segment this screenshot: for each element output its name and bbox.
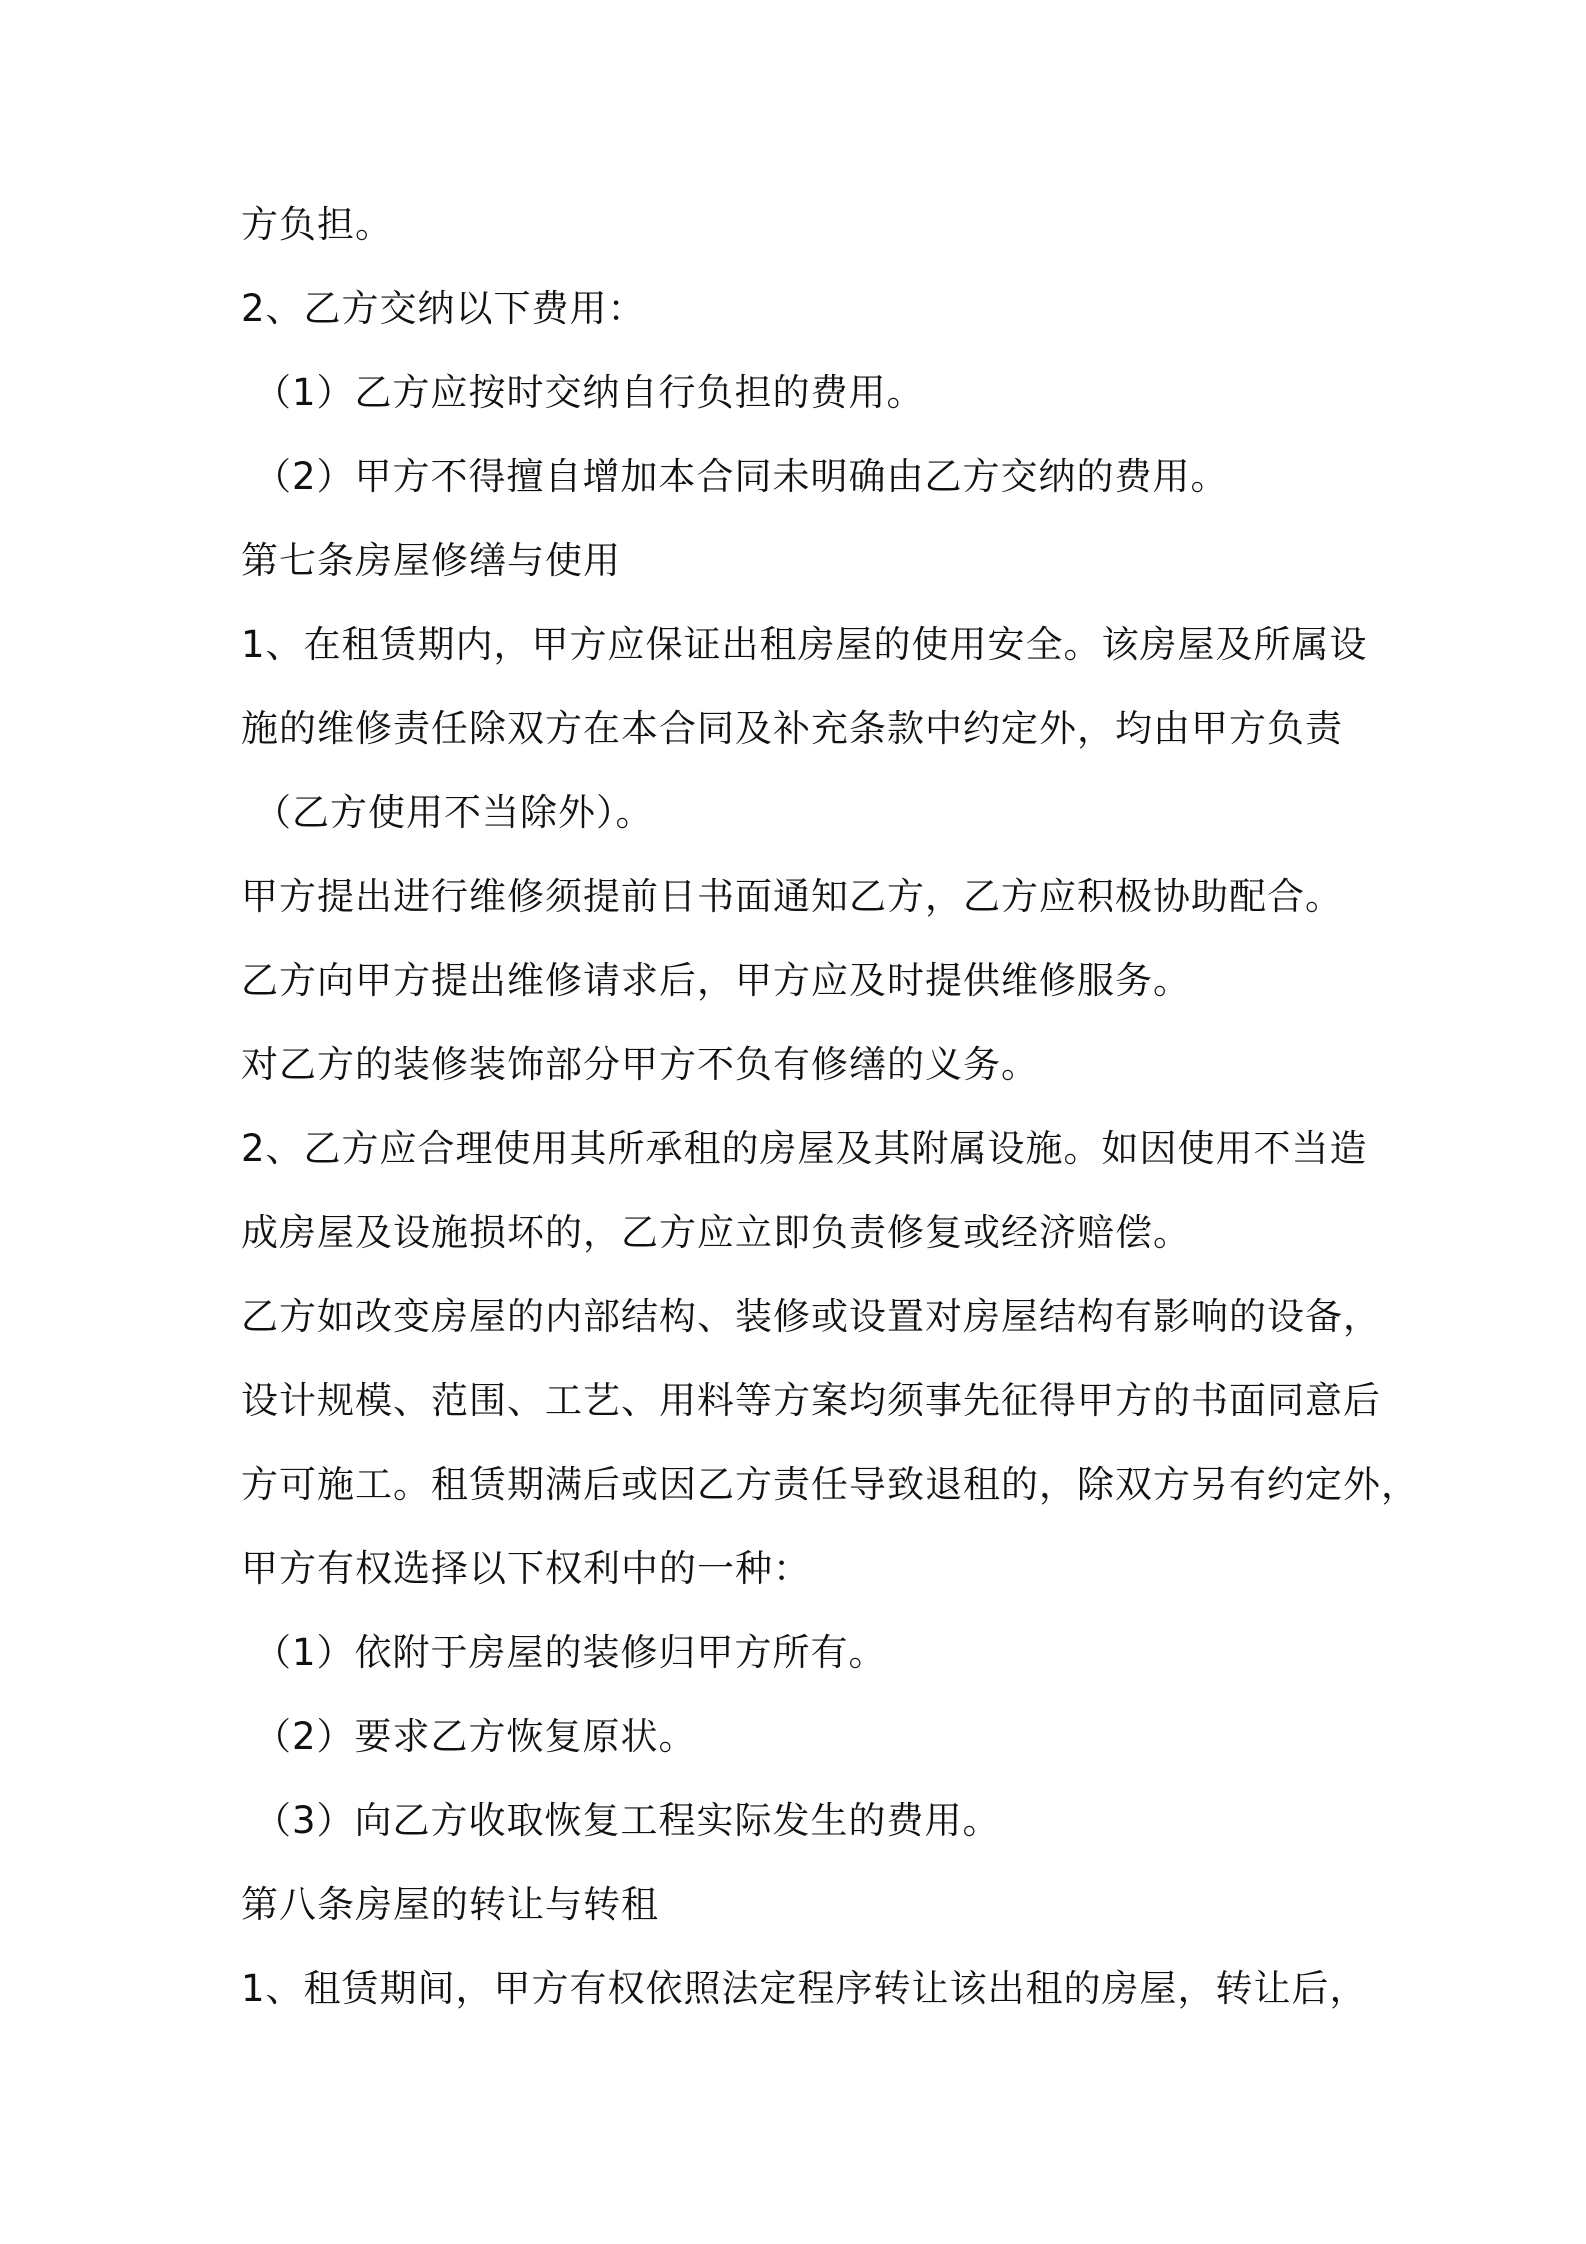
text-line: 1、租赁期间，甲方有权依照法定程序转让该出租的房屋，转让后， bbox=[241, 1967, 1368, 2010]
section-heading: 第八条房屋的转让与转租 bbox=[241, 1883, 659, 1926]
text-line: 对乙方的装修装饰部分甲方不负有修缮的义务。 bbox=[241, 1043, 1039, 1086]
text-line: 方负担。 bbox=[241, 203, 393, 246]
text-line: 1、在租赁期内，甲方应保证出租房屋的使用安全。该房屋及所属设 bbox=[241, 623, 1368, 666]
text-line: 乙方如改变房屋的内部结构、装修或设置对房屋结构有影响的设备， bbox=[241, 1295, 1381, 1338]
text-line: 施的维修责任除双方在本合同及补充条款中约定外，均由甲方负责 bbox=[241, 707, 1343, 750]
section-heading: 第七条房屋修缮与使用 bbox=[241, 539, 621, 582]
text-line: （1）乙方应按时交纳自行负担的费用。 bbox=[254, 371, 925, 414]
text-line: 2、乙方应合理使用其所承租的房屋及其附属设施。如因使用不当造 bbox=[241, 1127, 1368, 1170]
text-line: （乙方使用不当除外）。 bbox=[254, 791, 654, 834]
text-line: 甲方提出进行维修须提前日书面通知乙方，乙方应积极协助配合。 bbox=[241, 875, 1343, 918]
text-line: 方可施工。租赁期满后或因乙方责任导致退租的，除双方另有约定外， bbox=[241, 1463, 1419, 1506]
text-line: （2）甲方不得擅自增加本合同未明确由乙方交纳的费用。 bbox=[254, 455, 1229, 498]
text-line: 乙方向甲方提出维修请求后，甲方应及时提供维修服务。 bbox=[241, 959, 1191, 1002]
text-line: 成房屋及设施损坏的，乙方应立即负责修复或经济赔偿。 bbox=[241, 1211, 1191, 1254]
text-line: 2、乙方交纳以下费用： bbox=[241, 287, 646, 330]
text-line: （1）依附于房屋的装修归甲方所有。 bbox=[254, 1631, 887, 1674]
text-line: （3）向乙方收取恢复工程实际发生的费用。 bbox=[254, 1799, 1001, 1842]
text-line: （2）要求乙方恢复原状。 bbox=[254, 1715, 697, 1758]
text-line: 设计规模、范围、工艺、用料等方案均须事先征得甲方的书面同意后 bbox=[241, 1379, 1381, 1422]
text-line: 甲方有权选择以下权利中的一种： bbox=[241, 1547, 811, 1590]
